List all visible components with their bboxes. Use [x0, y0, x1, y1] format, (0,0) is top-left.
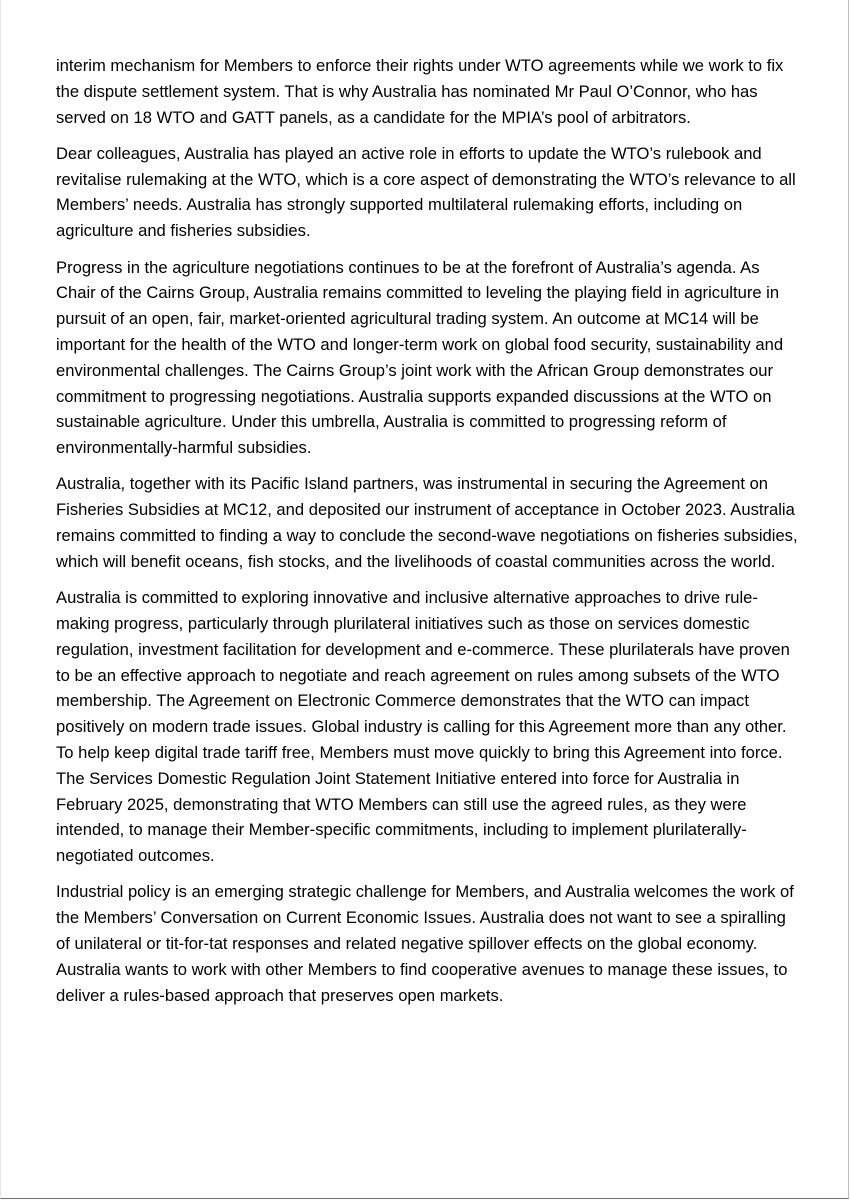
paragraph-fisheries: Australia, together with its Pacific Island partners, was instrumental in securing the Agreement on Fisheries Subsidies at MC12, and deposited our instrument of acceptance in October 2023. Australia remains committed to finding a way to conclude the second-wave negotiations on fisheries subsidies, which will benefit oceans, fish stocks, and the livelihoods of coastal communities across the world. [56, 474, 798, 571]
paragraph-rulemaking: Dear colleagues, Australia has played an active role in efforts to update the WTO’s rulebook and revitalise rulemaking at the WTO, which is a core aspect of demonstrating the WTO’s relevance to all Members’ needs. Australia has strongly supported multilateral rulemaking efforts, including on agriculture and fisheries subsidies. [56, 143, 796, 241]
document-body [56, 53, 801, 1019]
paragraph-plurilaterals: Australia is committed to exploring innovative and inclusive alternative approaches to drive rule-making progress, particularly through plurilateral initiatives such as those on services domestic regulation, investment facilitation for development and e-commerce. These plurilaterals have proven to be an effective approach to negotiate and reach agreement on rules among subsets of the WTO membership. The Agreement on Electronic Commerce demonstrates that the WTO can impact positively on modern trade issues. Global industry is calling for this Agreement more than any other. To help keep digital trade tariff free, Members must move quickly to bring this Agreement into force. The Services Domestic Regulation Joint Statement Initiative entered into force for Australia in February 2025, demonstrating that WTO Members can still use the agreed rules, as they were intended, to manage their Member-specific commitments, including to implement plurilaterally-negotiated outcomes. [56, 588, 790, 866]
paragraph-agriculture: Progress in the agriculture negotiations continues to be at the forefront of Australia’s agenda. As Chair of the Cairns Group, Australia remains committed to leveling the playing field in agriculture in pursuit of an open, fair, market-oriented agricultural trading system. An outcome at MC14 will be important for the health of the WTO and longer-term work on global food security, sustainability and environmental challenges. The Cairns Group’s joint work with the African Group demonstrates our commitment to progressing negotiations. Australia supports expanded discussions at the WTO on sustainable agriculture. Under this umbrella, Australia is committed to progressing reform of environmentally-harmful subsidies. [56, 257, 784, 458]
paragraph-industrial-policy: Industrial policy is an emerging strategic challenge for Members, and Australia welcomes the work of the Members’ Conversation on Current Economic Issues. Australia does not want to see a spiralling of unilateral or tit-for-tat responses and related negative spillover effects on the global economy. Australia wants to work with other Members to find cooperative avenues to manage these issues, to deliver a rules-based approach that preserves open markets. [56, 882, 794, 1005]
paragraph-mpia: interim mechanism for Members to enforce their rights under WTO agreements while we work to fix the dispute settlement system. That is why Australia has nominated Mr Paul O’Connor, who has served on 18 WTO and GATT panels, as a candidate for the MPIA’s pool of arbitrators. [56, 56, 784, 127]
